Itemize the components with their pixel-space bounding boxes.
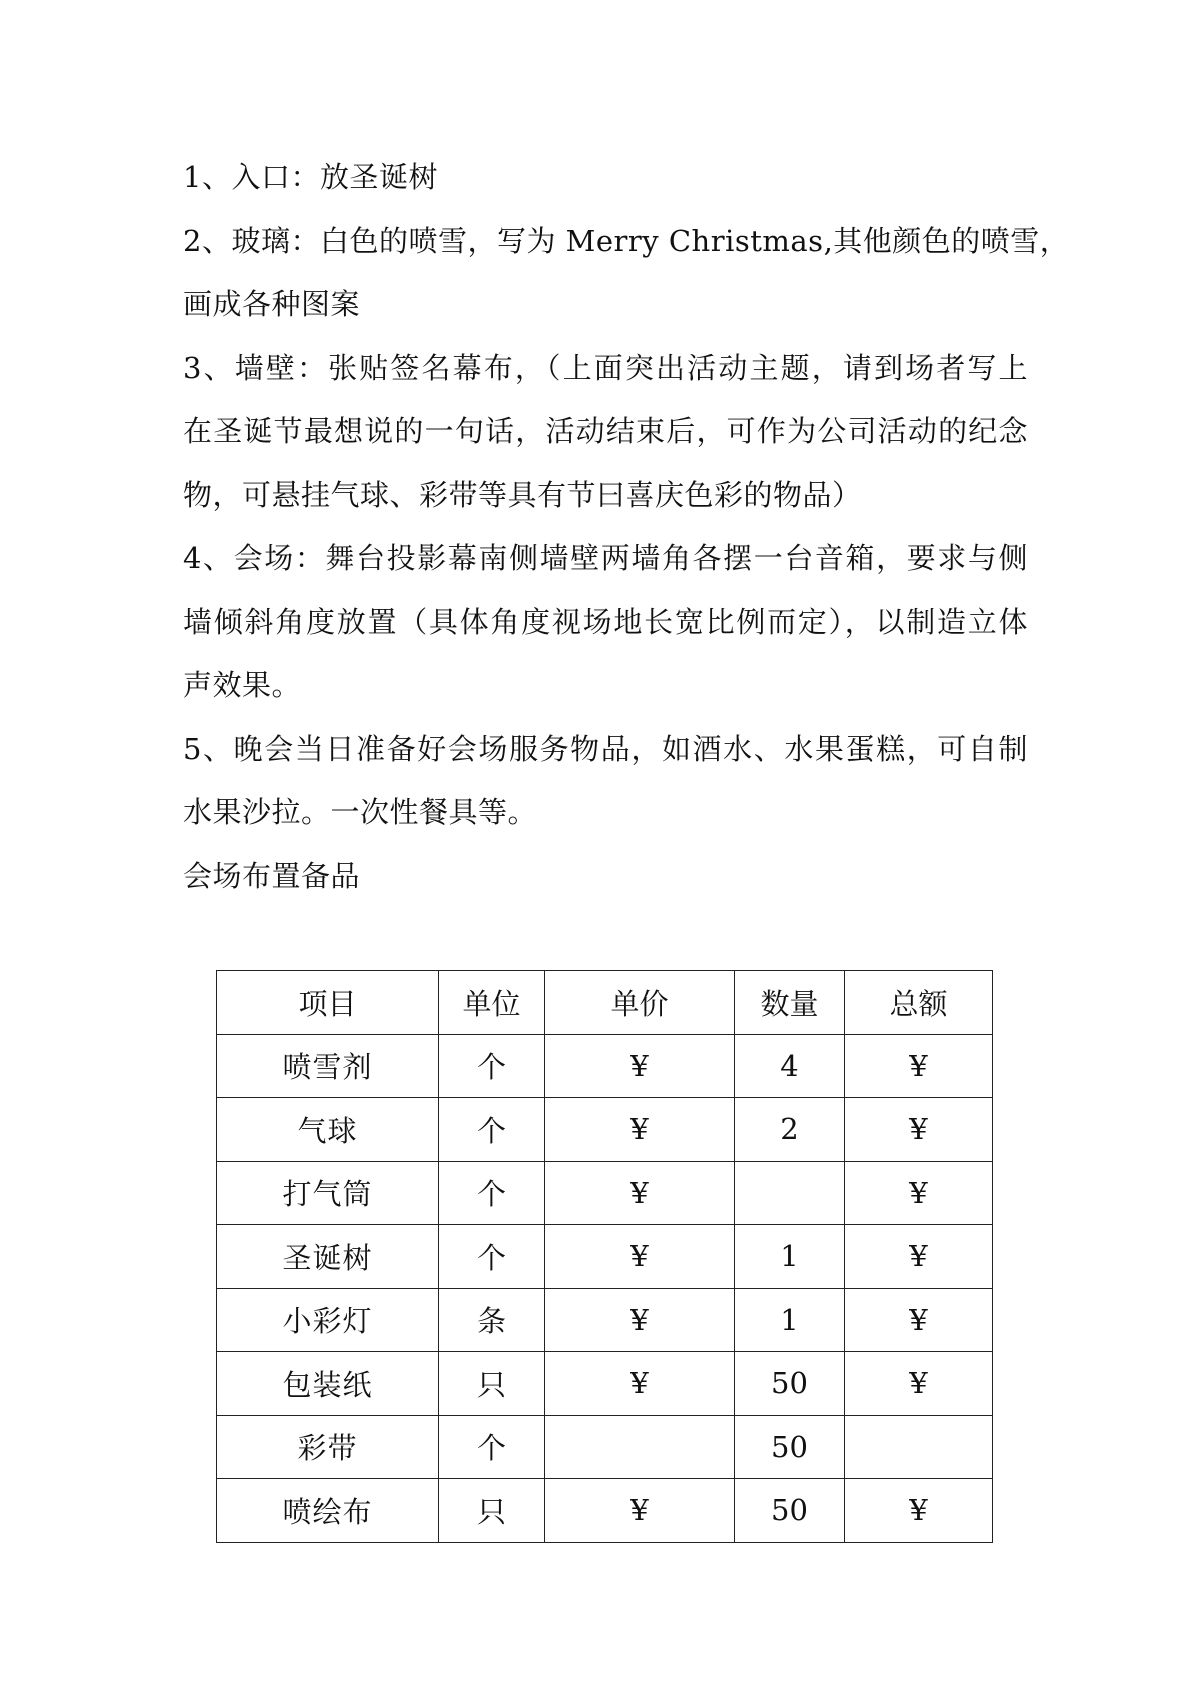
cell-unit: 只	[439, 1479, 545, 1543]
cell-quantity: 50	[735, 1352, 845, 1416]
cell-item: 彩带	[217, 1415, 439, 1479]
header-item: 项目	[217, 971, 439, 1035]
section-title-text: 会场布置备品	[183, 858, 361, 893]
paragraph-supplies	[183, 718, 1028, 845]
header-quantity: 数量	[735, 971, 845, 1035]
cell-quantity: 1	[735, 1288, 845, 1352]
cell-item: 喷雪剂	[217, 1034, 439, 1098]
paragraph-entrance	[183, 146, 1028, 210]
cell-quantity: 4	[735, 1034, 845, 1098]
cell-total: ¥	[845, 1352, 993, 1416]
document-body	[183, 146, 1070, 908]
cell-total: ¥	[845, 1098, 993, 1162]
cell-unit: 条	[439, 1288, 545, 1352]
cell-total: ¥	[845, 1034, 993, 1098]
text-line: 水果沙拉。一次性餐具等。	[183, 795, 538, 829]
table-row	[217, 1034, 993, 1098]
paragraph-venue	[183, 527, 1028, 718]
supplies-table	[216, 970, 993, 1543]
table-row	[217, 1479, 993, 1543]
cell-unit: 个	[439, 1161, 545, 1225]
table-row	[217, 1098, 993, 1162]
supplies-table-container	[216, 970, 993, 1543]
cell-total: ¥	[845, 1225, 993, 1289]
cell-unit-price: ¥	[545, 1225, 735, 1289]
cell-item: 包装纸	[217, 1352, 439, 1416]
text-line: 2、玻璃：白色的喷雪，写为 Merry Christmas,其他颜色的喷雪，	[183, 223, 1070, 258]
cell-quantity: 2	[735, 1098, 845, 1162]
cell-unit-price: ¥	[545, 1161, 735, 1225]
cell-item: 喷绘布	[217, 1479, 439, 1543]
paragraph-wall	[183, 337, 1028, 528]
header-total: 总额	[845, 971, 993, 1035]
cell-unit-price: ¥	[545, 1288, 735, 1352]
cell-unit-price: ¥	[545, 1034, 735, 1098]
header-unit: 单位	[439, 971, 545, 1035]
cell-total	[845, 1415, 993, 1479]
text-line: 墙倾斜角度放置（具体角度视场地长宽比例而定），以制造立体	[183, 604, 1028, 639]
cell-item: 打气筒	[217, 1161, 439, 1225]
cell-unit-price: ¥	[545, 1352, 735, 1416]
text-line: 物，可悬挂气球、彩带等具有节曰喜庆色彩的物品）	[183, 477, 862, 512]
cell-unit: 个	[439, 1034, 545, 1098]
header-unit-price: 单价	[545, 971, 735, 1035]
text-line: 3、墙壁：张贴签名幕布，（上面突出活动主题，请到场者写上	[183, 350, 1028, 385]
text-line: 4、会场：舞台投影幕南侧墙壁两墙角各摆一台音箱，要求与侧	[183, 541, 1028, 575]
table-header-row	[217, 971, 993, 1035]
cell-quantity: 50	[735, 1479, 845, 1543]
cell-unit-price	[545, 1415, 735, 1479]
cell-unit: 个	[439, 1415, 545, 1479]
text-line: 画成各种图案	[183, 287, 361, 321]
cell-total: ¥	[845, 1161, 993, 1225]
table-row	[217, 1225, 993, 1289]
cell-item: 圣诞树	[217, 1225, 439, 1289]
cell-quantity	[735, 1161, 845, 1225]
cell-unit: 只	[439, 1352, 545, 1416]
cell-unit-price: ¥	[545, 1098, 735, 1162]
text-line: 5、晚会当日准备好会场服务物品，如酒水、水果蛋糕，可自制	[183, 731, 1028, 766]
cell-quantity: 50	[735, 1415, 845, 1479]
text-line: 1、入口：放圣诞树	[183, 160, 438, 194]
cell-total: ¥	[845, 1288, 993, 1352]
table-row	[217, 1288, 993, 1352]
text-line: 声效果。	[183, 668, 302, 702]
cell-unit: 个	[439, 1098, 545, 1162]
table-row	[217, 1352, 993, 1416]
cell-unit-price: ¥	[545, 1479, 735, 1543]
cell-total: ¥	[845, 1479, 993, 1543]
paragraph-glass	[183, 210, 1070, 337]
section-title	[183, 845, 1028, 909]
cell-unit: 个	[439, 1225, 545, 1289]
cell-item: 小彩灯	[217, 1288, 439, 1352]
table-row	[217, 1415, 993, 1479]
cell-quantity: 1	[735, 1225, 845, 1289]
cell-item: 气球	[217, 1098, 439, 1162]
table-row	[217, 1161, 993, 1225]
text-line: 在圣诞节最想说的一句话，活动结束后，可作为公司活动的纪念	[183, 414, 1028, 448]
